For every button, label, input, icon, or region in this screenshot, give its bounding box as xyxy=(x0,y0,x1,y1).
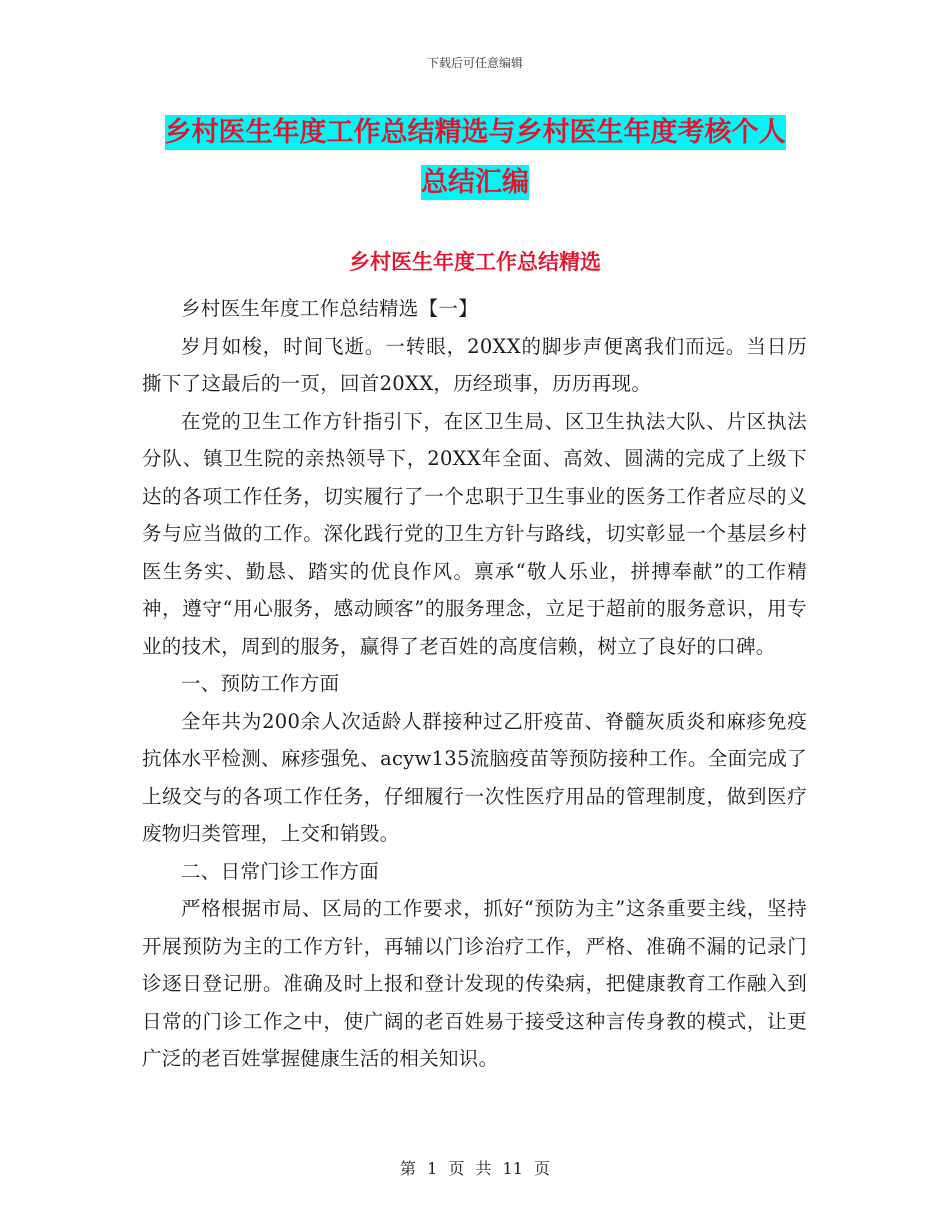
paragraph-heading-1: 乡村医生年度工作总结精选【一】 xyxy=(181,297,479,320)
page-footer: 第 1 页 共 11 页 xyxy=(400,1159,550,1178)
title-line-1: 乡村医生年度工作总结精选与乡村医生年度考核个人 xyxy=(164,117,786,148)
paragraph: 全年共为200余人次适龄人群接种过乙肝疫苗、脊髓灰质炎和麻疹免疫抗体水平检测、麻疹强免、acyw135流脑疫苗等预防接种工作。全面完成了上级交与的各项工作任务，仔细履行一次性医疗用品的管理制度，做到医疗废物归类管理，上交和销毁。 xyxy=(142,709,807,845)
document-title xyxy=(140,108,810,208)
section-heading-outpatient: 二、日常门诊工作方面 xyxy=(181,859,380,883)
title-line-2: 总结汇编 xyxy=(421,167,529,198)
header-note: 下载后可任意编辑 xyxy=(426,56,523,70)
paragraph: 岁月如梭，时间飞逝。一转眼，20XX的脚步声便离我们而远。当日历撕下了这最后的一页，回首20XX，历经琐事，历历再现。 xyxy=(142,334,807,395)
section-subtitle: 乡村医生年度工作总结精选 xyxy=(349,250,601,274)
paragraph: 严格根据市局、区局的工作要求，抓好“预防为主”这条重要主线，坚持开展预防为主的工作方针，再辅以门诊治疗工作，严格、准确不漏的记录门诊逐日登记册。准确及时上报和登计发现的传染病，把健康教育工作融入到日常的门诊工作之中，使广阔的老百姓易于接受这种言传身教的模式，让更广泛的老百姓掌握健康生活的相关知识。 xyxy=(142,897,807,1070)
paragraph: 在党的卫生工作方针指引下，在区卫生局、区卫生执法大队、片区执法分队、镇卫生院的亲热领导下，20XX年全面、高效、圆满的完成了上级下达的各项工作任务，切实履行了一个忠职于卫生事业的医务工作者应尽的义务与应当做的工作。深化践行党的卫生方针与路线，切实彰显一个基层乡村医生务实、勤恳、踏实的优良作风。禀承“敬人乐业，拼搏奉献”的工作精神，遵守“用心服务，感动顾客”的服务理念，立足于超前的服务意识，用专业的技术，周到的服务，赢得了老百姓的高度信赖，树立了良好的口碑。 xyxy=(142,409,807,658)
document-body xyxy=(142,290,807,1078)
section-heading-prevention: 一、预防工作方面 xyxy=(181,672,340,695)
